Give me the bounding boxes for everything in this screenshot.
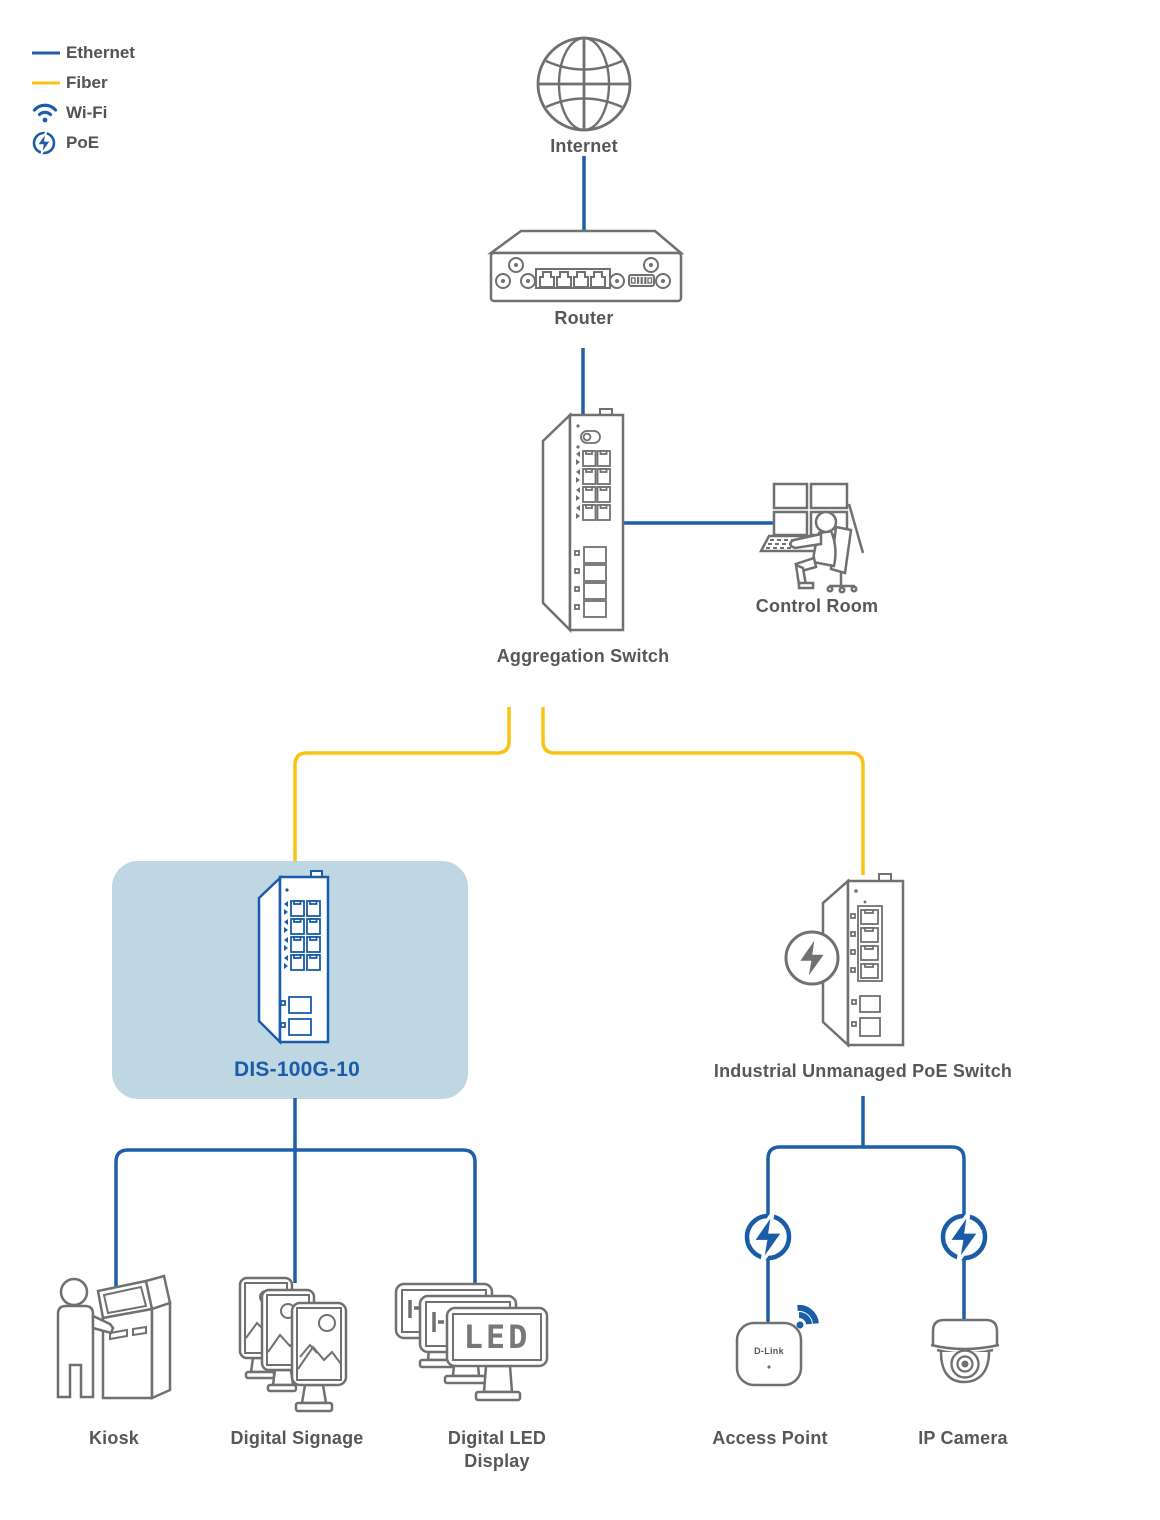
digital-signage-icon — [240, 1278, 346, 1411]
link-agg-poe-fiber — [543, 707, 863, 875]
link-agg-dis-fiber — [295, 707, 509, 861]
internet-label: Internet — [550, 136, 618, 156]
ip-camera-icon — [931, 1320, 999, 1382]
control-room-icon — [761, 484, 863, 592]
control-room-label: Control Room — [755, 596, 879, 616]
poe-badge-gray-icon — [786, 932, 838, 984]
dis-100g-10-label: DIS-100G-10 — [234, 1058, 360, 1081]
industrial-poe-switch-icon — [786, 874, 903, 1045]
legend-label-wifi: Wi-Fi — [66, 103, 108, 122]
kiosk-body-side — [152, 1303, 170, 1398]
monitor — [811, 484, 847, 508]
industrial-poe-switch-label: Industrial Unmanaged PoE Switch — [713, 1061, 1013, 1081]
ethernet-line-icon — [30, 40, 62, 66]
digital-led-display-label-line1: Digital LED — [447, 1428, 547, 1448]
aggregation-switch-icon — [543, 409, 623, 630]
router-icon — [491, 231, 681, 301]
fiber-links — [295, 707, 863, 875]
poe-icon — [30, 130, 62, 156]
ap-logo-text: D-Link — [754, 1346, 784, 1356]
person-standing — [58, 1306, 93, 1397]
access-point-label: Access Point — [712, 1428, 828, 1448]
kiosk-body — [103, 1309, 152, 1398]
internet-icon — [537, 38, 631, 130]
led-screen-text: LED — [463, 1318, 531, 1356]
monitor — [774, 484, 807, 508]
poe-icon-left — [747, 1212, 789, 1262]
link-poe-branch — [768, 1147, 964, 1323]
legend-label-ethernet: Ethernet — [66, 43, 135, 62]
ethernet-links — [116, 156, 964, 1323]
digital-led-display-label-line2: Display — [464, 1451, 530, 1471]
ip-camera-label: IP Camera — [918, 1428, 1008, 1448]
access-point-icon — [737, 1308, 816, 1385]
legend-label-fiber: Fiber — [66, 73, 108, 92]
router-label: Router — [554, 308, 614, 328]
legend — [30, 40, 135, 156]
kiosk-label: Kiosk — [88, 1428, 140, 1448]
digital-led-display-icon — [396, 1284, 547, 1400]
wifi-icon — [30, 100, 62, 126]
legend-row-wifi — [30, 100, 135, 126]
legend-row-poe — [30, 130, 135, 156]
dis-100g-10-icon — [259, 871, 328, 1042]
aggregation-switch-label: Aggregation Switch — [496, 646, 670, 666]
legend-label-poe: PoE — [66, 133, 100, 152]
chair-base — [829, 573, 855, 586]
poe-icon-right — [943, 1212, 985, 1262]
legend-row-fiber — [30, 70, 135, 96]
digital-signage-label: Digital Signage — [230, 1428, 364, 1448]
wifi-waves-icon — [797, 1308, 816, 1329]
kiosk-icon — [58, 1276, 170, 1398]
legend-row-ethernet — [30, 40, 135, 66]
fiber-line-icon — [30, 70, 62, 96]
monitor — [774, 512, 807, 535]
